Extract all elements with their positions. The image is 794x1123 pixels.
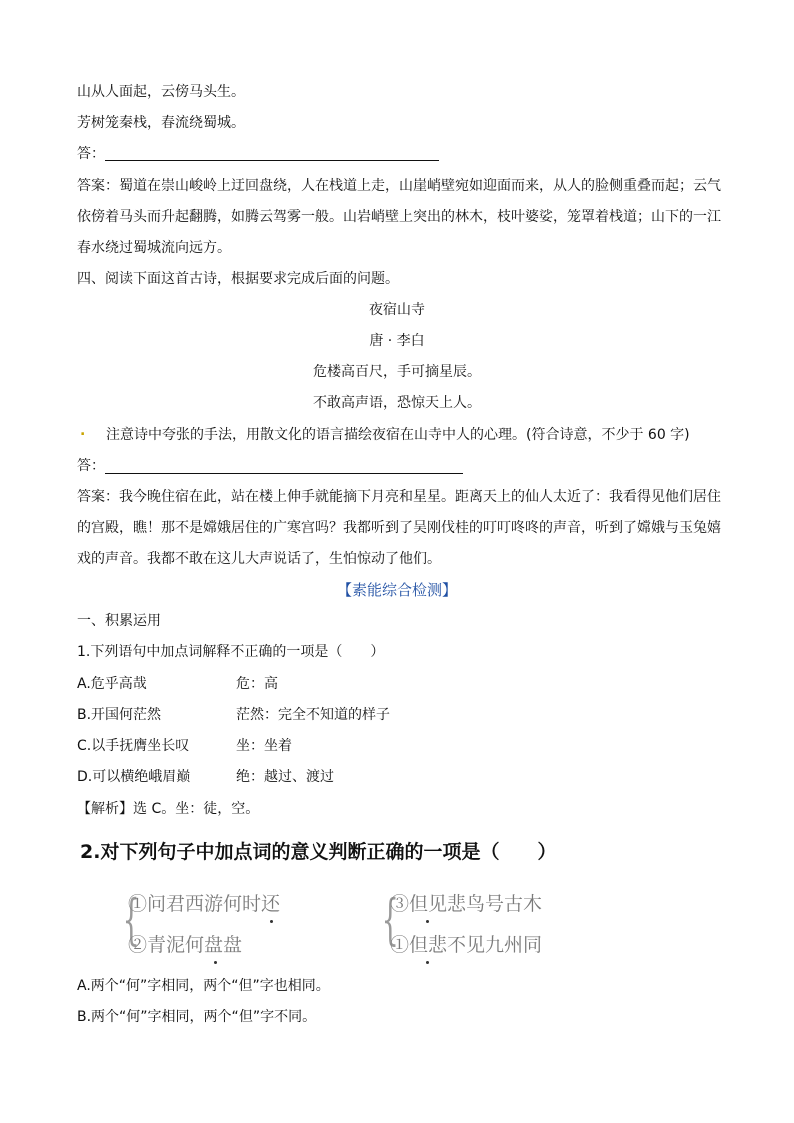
option-b-left: B.开国何茫然	[77, 707, 162, 723]
answer2-line-2: 的宫殿，瞧！那不是嫦娥居住的广寒宫吗？我都听到了吴刚伐桂的叮叮咚咚的声音，听到了嫦娥与玉兔嬉	[77, 520, 721, 536]
q2-option-a: A.两个“何”字相同，两个“但”字也相同。	[77, 978, 330, 994]
example-b2: ①但悲不见九州同	[390, 934, 543, 956]
poem-author: 唐 · 李白	[369, 333, 425, 349]
answer-prompt: 答：	[77, 146, 105, 162]
left-brace: {	[122, 888, 140, 951]
question-2: 2.对下列句子中加点词的意义判断正确的一项是（ ）	[80, 841, 557, 863]
section4-question: 注意诗中夸张的手法，用散文化的语言描绘夜宿在山寺中人的心理。(符合诗意，不少于 60 字)	[106, 427, 690, 443]
analysis: 【解析】选 C。坐：徒，空。	[77, 801, 260, 817]
bullet-marker: .	[80, 423, 86, 439]
emphasis-dot-2	[214, 961, 217, 964]
emphasis-dot-4	[426, 961, 429, 964]
poem-line-1: 山从人面起，云傍马头生。	[77, 84, 245, 100]
example-b1: ③但见悲鸟号古木	[390, 893, 543, 915]
answer-blank-1[interactable]	[105, 160, 439, 161]
section-title: 【素能综合检测】	[336, 581, 457, 599]
poem2-line-2: 不敢高声语，恐惊天上人。	[313, 395, 481, 411]
answer2-line-3: 戏的声音。我都不敢在这儿大声说话了，生怕惊动了他们。	[77, 551, 441, 567]
poem-line-2: 芳树笼秦栈，春流绕蜀城。	[77, 115, 245, 131]
answer1-line-1: 答案：蜀道在崇山峻岭上迂回盘绕，人在栈道上走，山崖峭壁宛如迎面而来，从人的脸侧重叠而起；云气	[77, 178, 721, 194]
emphasis-dot-3	[426, 920, 429, 923]
answer2-line-1: 答案：我今晚住宿在此，站在楼上伸手就能摘下月亮和星星。距离天上的仙人太近了：我看得见他们居住	[77, 489, 721, 505]
section4-heading: 四、阅读下面这首古诗，根据要求完成后面的问题。	[77, 271, 399, 287]
option-d-left: D.可以横绝峨眉巅	[77, 769, 191, 785]
poem2-line-1: 危楼高百尺，手可摘星辰。	[313, 364, 481, 380]
q2-option-b: B.两个“何”字相同，两个“但”字不同。	[77, 1009, 317, 1025]
option-b-right: 茫然：完全不知道的样子	[236, 707, 390, 723]
example-a1: ①问君西游何时还	[128, 893, 281, 915]
part1-heading: 一、积累运用	[77, 613, 161, 629]
answer-prompt-2: 答：	[77, 458, 105, 474]
answer1-line-2: 依傍着马头而升起翻腾，如腾云驾雾一般。山岩峭壁上突出的林木，枝叶婆娑，笼罩着栈道；山下的一江	[77, 209, 721, 225]
option-a-left: A.危乎高哉	[77, 676, 147, 692]
right-brace: {	[381, 888, 399, 951]
answer-blank-2[interactable]	[105, 473, 463, 474]
option-d-right: 绝：越过、渡过	[236, 769, 334, 785]
question-1: 1.下列语句中加点词解释不正确的一项是（ ）	[77, 644, 385, 660]
example-a2: ②青泥何盘盘	[128, 934, 243, 956]
answer1-line-3: 春水绕过蜀城流向远方。	[77, 240, 231, 256]
poem-title: 夜宿山寺	[369, 302, 425, 318]
option-c-left: C.以手抚膺坐长叹	[77, 738, 190, 754]
option-a-right: 危：高	[236, 676, 278, 692]
option-c-right: 坐：坐着	[236, 738, 292, 754]
emphasis-dot-1	[270, 920, 273, 923]
